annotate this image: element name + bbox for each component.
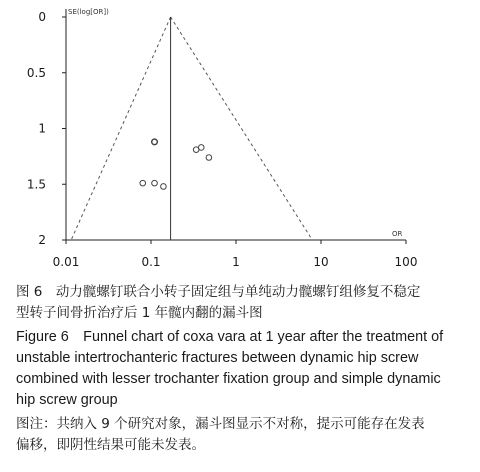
x-tick-label: 0.01 <box>52 255 80 269</box>
caption-en-line-2: unstable intertrochanteric fractures between dynamic hip screw <box>16 350 419 366</box>
y-tick-label: 1 <box>38 121 46 136</box>
figure-caption-english <box>16 327 474 411</box>
study-point <box>198 145 204 151</box>
study-point <box>152 180 158 186</box>
figure-caption-chinese <box>16 282 474 324</box>
y-tick-label: 0 <box>38 10 46 24</box>
x-tick-label: 1 <box>232 255 240 269</box>
caption-zh-line-1: 图 6 动力髋螺钉联合小转子固定组与单纯动力髋螺钉组修复不稳定 <box>16 284 421 300</box>
x-tick-label: 0.1 <box>141 255 161 269</box>
figure-note <box>16 414 474 456</box>
y-tick-label: 2 <box>38 233 46 247</box>
y-axis-label: SE(log[OR]) <box>68 8 109 16</box>
caption-en-line-4: hip screw group <box>16 392 118 408</box>
funnel-left-limit <box>71 17 170 240</box>
caption-en-line-3: combined with lesser trochanter fixation group and simple dynamic <box>16 371 441 387</box>
study-point <box>206 155 212 161</box>
caption-zh-line-2: 型转子间骨折治疗后 1 年髋内翻的漏斗图 <box>16 305 263 321</box>
study-point <box>152 139 158 145</box>
caption-en-line-1: Figure 6 Funnel chart of coxa vara at 1 year after the treatment of <box>16 329 444 345</box>
y-tick-label: 0.5 <box>26 65 46 80</box>
study-point <box>140 180 146 186</box>
note-line-1: 图注：共纳入 9 个研究对象，漏斗图显示不对称，提示可能存在发表 <box>16 416 425 432</box>
study-point <box>161 184 167 190</box>
funnel-right-limit <box>171 17 313 240</box>
x-tick-label: 100 <box>394 255 418 269</box>
y-tick-label: 1.5 <box>26 177 46 192</box>
x-axis-label: OR <box>392 230 403 238</box>
note-line-2: 偏移，即阴性结果可能未发表。 <box>16 437 205 453</box>
x-tick-label: 10 <box>313 255 329 269</box>
